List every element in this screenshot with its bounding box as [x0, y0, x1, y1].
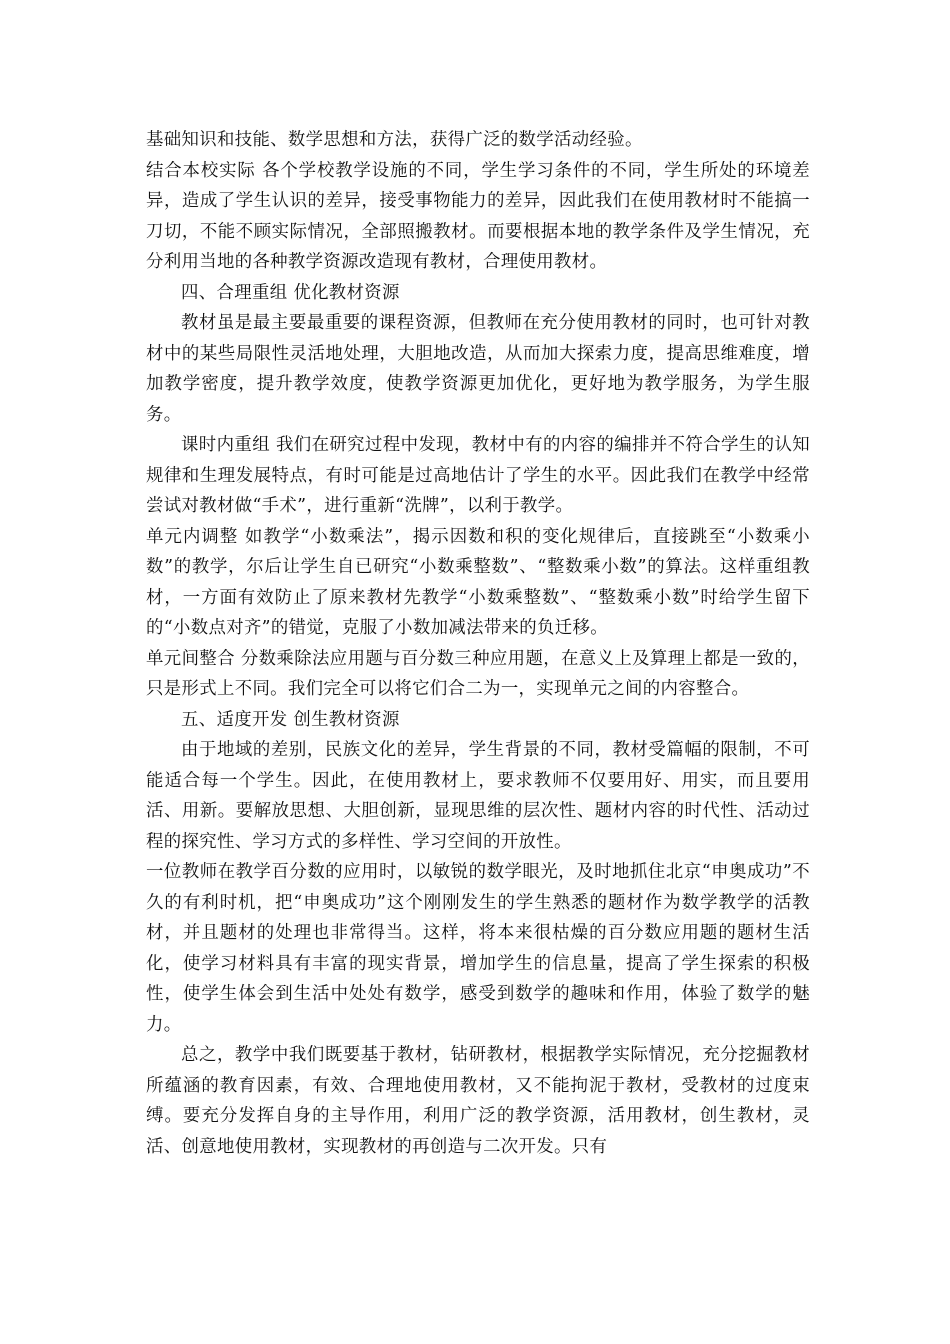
- paragraph-school-reality: 结合本校实际 各个学校教学设施的不同，学生学习条件的不同，学生所处的环境差异，造成了学生认识的差异，接受事物能力的差异，因此我们在使用教材时不能搞一刀切，不能不顾实际情况，全部照搬教材。而要根据本地的教学条件及学生情况，充分利用当地的各种教学资源改造现有教材，合理使用教材。: [146, 160, 810, 272]
- document-body: [146, 125, 810, 1162]
- paragraph-textbook-resource: 教材虽是最主要最重要的课程资源，但教师在充分使用教材的同时，也可针对教材中的某些局限性灵活地处理，大胆地改造，从而加大探索力度，提高思维难度，增加教学密度，提升教学效度，使教学资源更加优化，更好地为教学服务，为学生服务。: [146, 313, 810, 425]
- paragraph-unit-adjust: 单元内调整 如教学“小数乘法”，揭示因数和积的变化规律后，直接跳至“小数乘小数”的教学，尔后让学生自已研究“小数乘整数”、“整数乘小数”的算法。这样重组教材，一方面有效防止了原来教材先教学“小数乘整数”、“整数乘小数”时给学生留下的“小数点对齐”的错觉，克服了小数加减法带来的负迁移。: [146, 526, 810, 638]
- paragraph-lesson-regroup: 课时内重组 我们在研究过程中发现，教材中有的内容的编排并不符合学生的认知规律和生理发展特点，有时可能是过高地估计了学生的水平。因此我们在教学中经常尝试对教材做“手术”，进行重新“洗牌”，以利于教学。: [146, 435, 810, 516]
- section-heading-4: 四、合理重组 优化教材资源: [181, 282, 400, 303]
- paragraph-basic-knowledge: 基础知识和技能、数学思想和方法，获得广泛的数学活动经验。: [146, 130, 643, 150]
- paragraph-regional-difference: 由于地域的差别，民族文化的差异，学生背景的不同，教材受篇幅的限制，不可能适合每一个学生。因此，在使用教材上，要求教师不仅要用好、用实，而且要用活、用新。要解放思想、大胆创新，显现思维的层次性、题材内容的时代性、活动过程的探究性、学习方式的多样性、学习空间的开放性。: [146, 740, 810, 852]
- paragraph-olympic-example: 一位教师在教学百分数的应用时，以敏锐的数学眼光，及时地抓住北京“申奥成功”不久的有利时机，把“申奥成功”这个刚刚发生的学生熟悉的题材作为数学教学的活教材，并且题材的处理也非常得当。这样，将本来很枯燥的百分数应用题的题材生活化，使学习材料具有丰富的现实背景，增加学生的信息量，提高了学生探索的积极性，使学生体会到生活中处处有数学，感受到数学的趣味和作用，体验了数学的魅力。: [146, 862, 810, 1035]
- section-heading-5: 五、适度开发 创生教材资源: [181, 709, 400, 730]
- paragraph-summary: 总之，教学中我们既要基于教材，钻研教材，根据教学实际情况，充分挖掘教材所蕴涵的教育因素，有效、合理地使用教材，又不能拘泥于教材，受教材的过度束缚。要充分发挥自身的主导作用，利用广泛的教学资源，活用教材，创生教材，灵活、创意地使用教材，实现教材的再创造与二次开发。只有: [146, 1045, 810, 1157]
- paragraph-unit-integrate: 单元间整合 分数乘除法应用题与百分数三种应用题，在意义上及算理上都是一致的，只是形式上不同。我们完全可以将它们合二为一，实现单元之间的内容整合。: [146, 648, 810, 699]
